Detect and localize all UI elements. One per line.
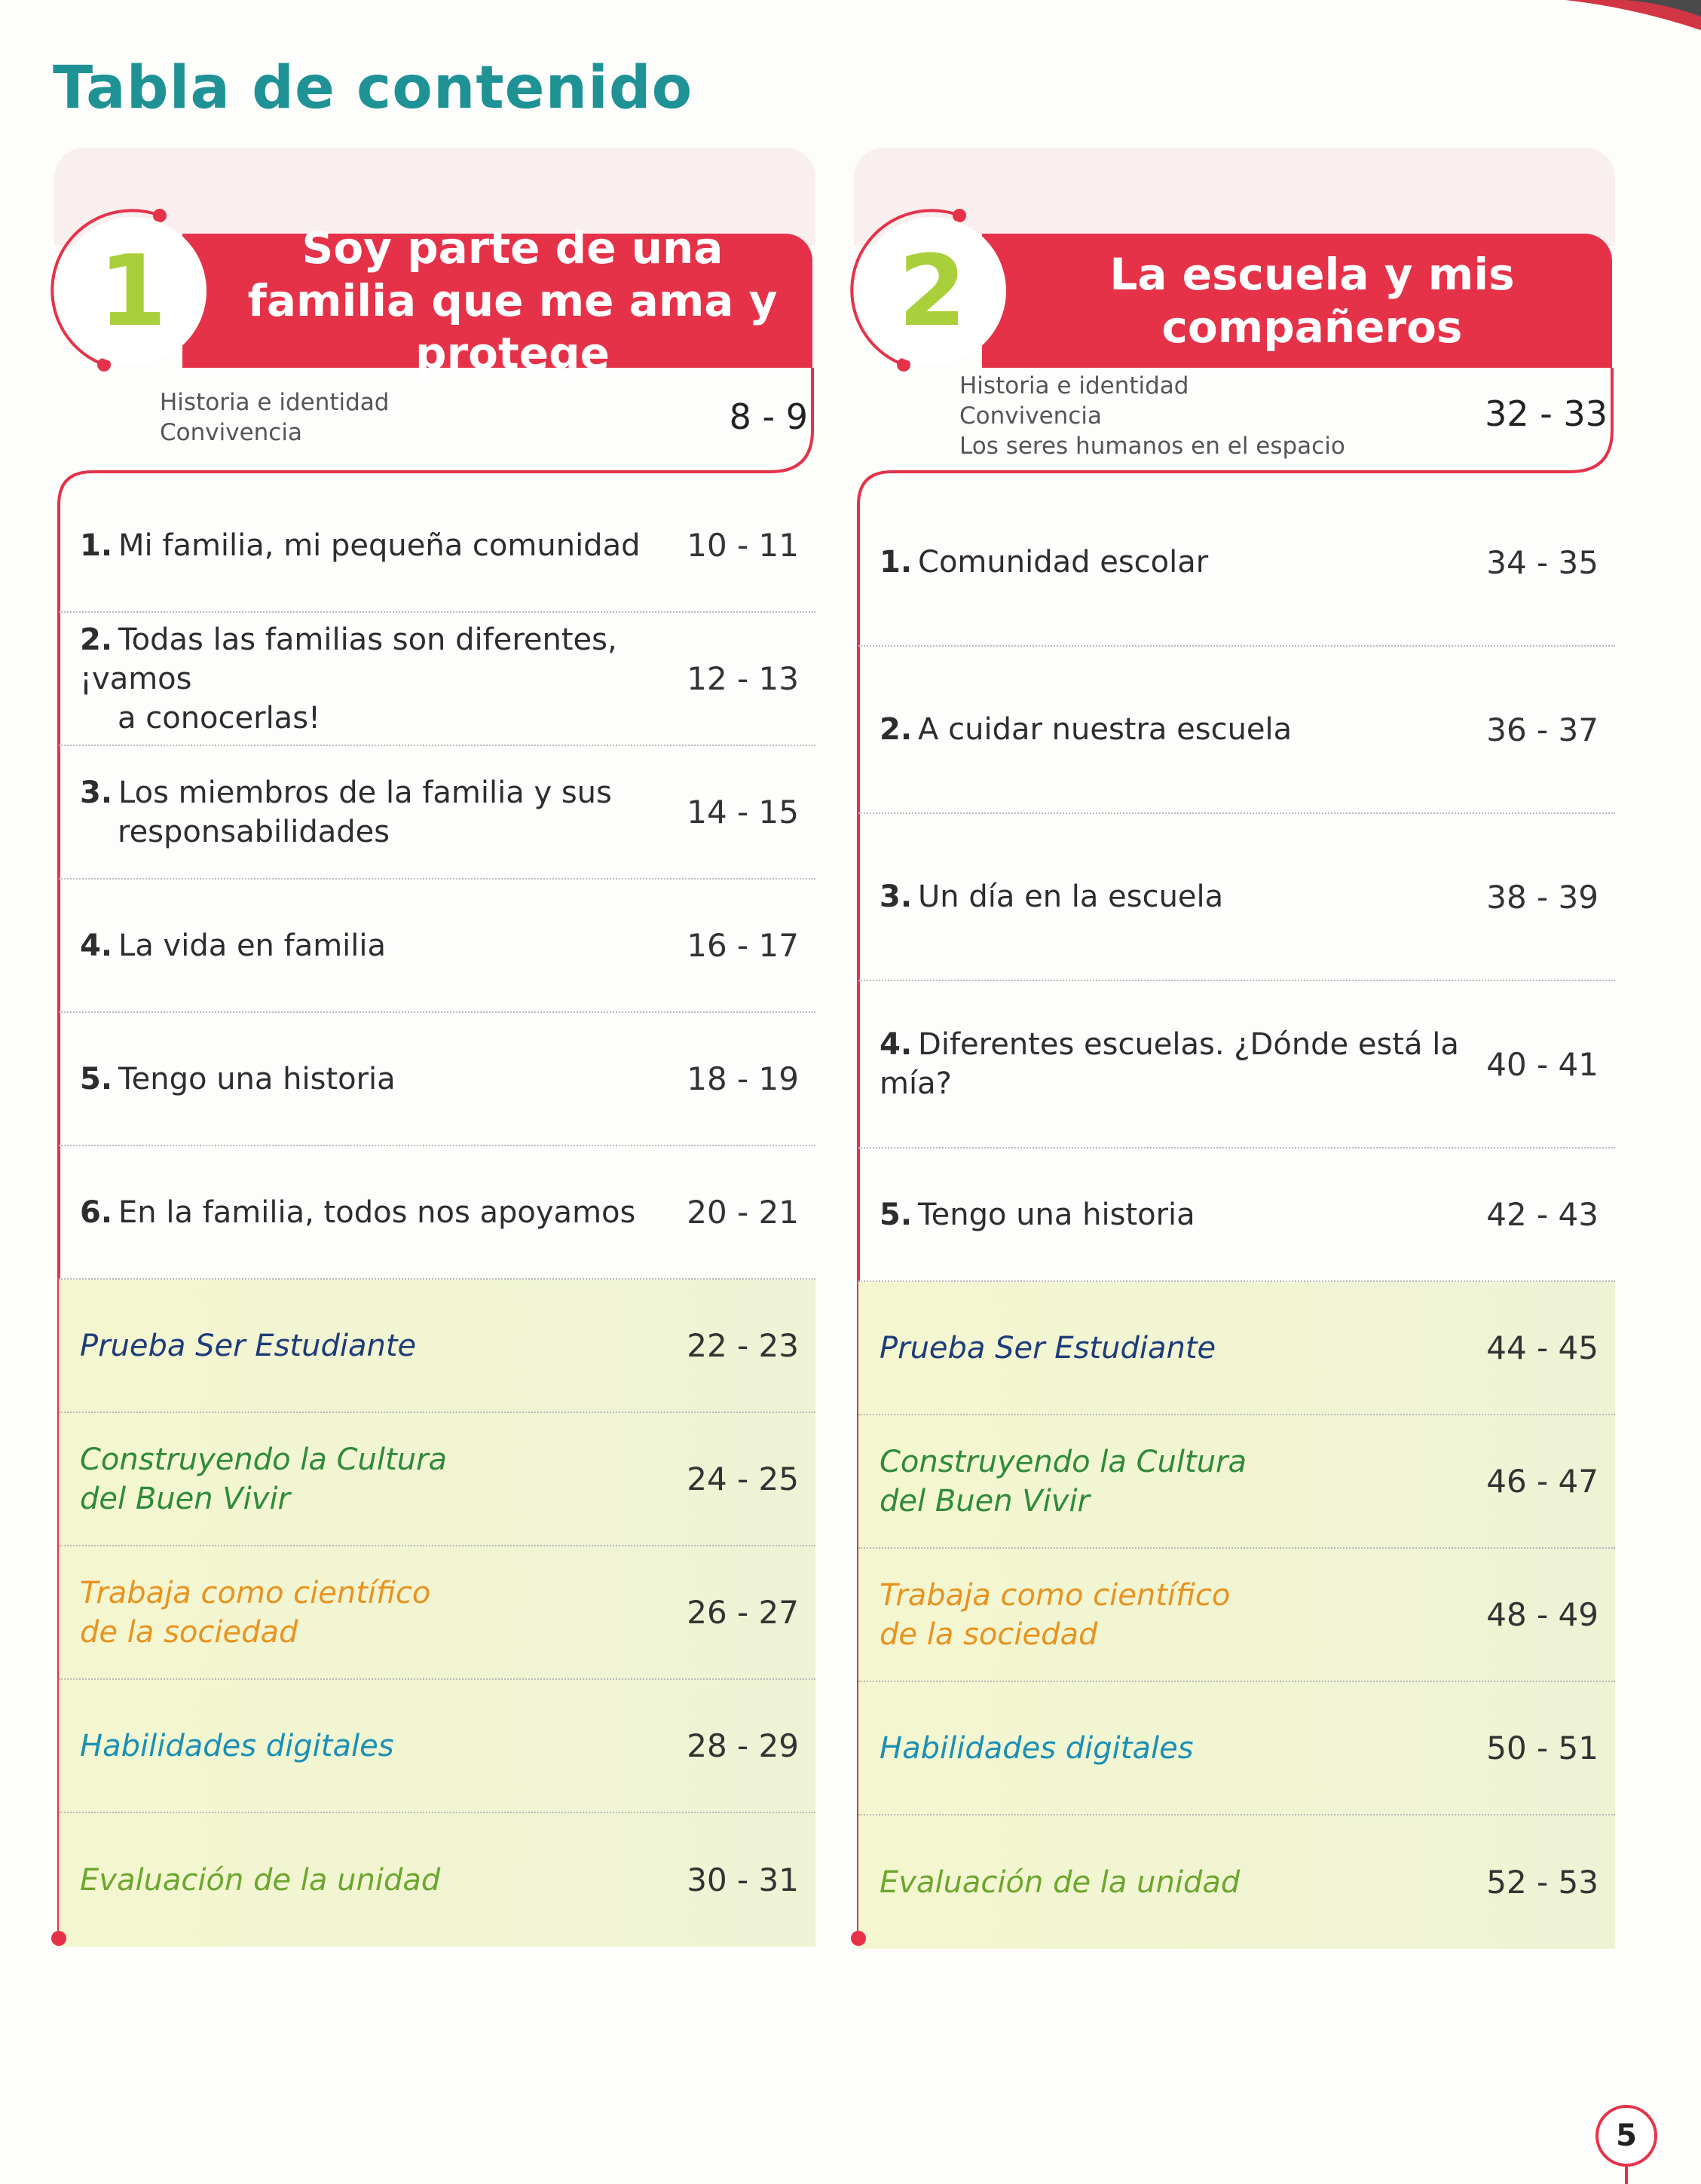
unit-1-column bbox=[54, 148, 823, 1956]
section-title-cont: de la sociedad bbox=[80, 1614, 298, 1650]
lesson-title: Tengo una historia bbox=[918, 1197, 1195, 1232]
section-row-prueba[interactable] bbox=[858, 1282, 1615, 1415]
section-title: Prueba Ser Estudiante bbox=[880, 1330, 1216, 1366]
lesson-pages: 14 - 15 bbox=[687, 794, 799, 830]
lesson-number: 3. bbox=[880, 879, 913, 914]
lesson-row[interactable] bbox=[858, 647, 1615, 814]
section-pages: 26 - 27 bbox=[687, 1594, 799, 1631]
lesson-number: 3. bbox=[80, 775, 113, 810]
lesson-row[interactable] bbox=[59, 479, 815, 613]
section-title: Trabaja como científico bbox=[80, 1575, 431, 1610]
sections-block bbox=[858, 1282, 1615, 1949]
lesson-number: 2. bbox=[80, 622, 113, 657]
section-pages: 46 - 47 bbox=[1486, 1463, 1599, 1500]
lesson-number: 5. bbox=[80, 1061, 113, 1097]
section-pages: 22 - 23 bbox=[687, 1327, 799, 1364]
section-title: Evaluación de la unidad bbox=[880, 1864, 1241, 1900]
lesson-number: 1. bbox=[880, 545, 913, 580]
section-pages: 50 - 51 bbox=[1486, 1730, 1599, 1766]
lesson-pages: 18 - 19 bbox=[687, 1060, 799, 1097]
lesson-row[interactable] bbox=[59, 1146, 815, 1280]
meta-line: Historia e identidad bbox=[160, 389, 390, 416]
section-title-cont: de la sociedad bbox=[880, 1617, 1098, 1652]
section-row-cultura[interactable] bbox=[59, 1413, 815, 1546]
lesson-pages: 12 - 13 bbox=[687, 660, 799, 697]
section-row-eval[interactable] bbox=[858, 1815, 1615, 1949]
contents-list bbox=[858, 479, 1615, 1949]
unit-number: 1 bbox=[98, 234, 167, 348]
section-title: Trabaja como científico bbox=[880, 1577, 1231, 1613]
section-row-prueba[interactable] bbox=[59, 1280, 815, 1413]
lesson-number: 1. bbox=[80, 528, 113, 563]
lesson-row[interactable] bbox=[59, 879, 815, 1013]
section-title: Evaluación de la unidad bbox=[80, 1862, 441, 1898]
lesson-title: Tengo una historia bbox=[118, 1061, 396, 1097]
unit-pages: 8 - 9 bbox=[729, 396, 808, 437]
section-row-digital[interactable] bbox=[59, 1680, 815, 1813]
section-title: Construyendo la Cultura bbox=[880, 1444, 1247, 1479]
section-row-trabaja[interactable] bbox=[59, 1546, 815, 1680]
section-pages: 30 - 31 bbox=[687, 1861, 799, 1898]
section-title-cont: del Buen Vivir bbox=[880, 1483, 1091, 1519]
section-pages: 24 - 25 bbox=[687, 1461, 799, 1497]
lesson-title: A cuidar nuestra escuela bbox=[918, 712, 1293, 747]
lesson-title: En la familia, todos nos apoyamos bbox=[118, 1194, 636, 1230]
page-number: 5 bbox=[1595, 2105, 1657, 2167]
section-pages: 48 - 49 bbox=[1486, 1596, 1599, 1633]
lesson-title: Un día en la escuela bbox=[918, 879, 1224, 914]
lesson-title-cont: a conocerlas! bbox=[118, 700, 321, 736]
meta-line: Convivencia bbox=[959, 402, 1102, 430]
section-title-cont: del Buen Vivir bbox=[80, 1481, 291, 1516]
lesson-pages: 42 - 43 bbox=[1486, 1196, 1599, 1233]
lesson-row[interactable] bbox=[59, 746, 815, 879]
lesson-row[interactable] bbox=[858, 479, 1615, 647]
unit-number: 2 bbox=[898, 234, 967, 348]
section-pages: 44 - 45 bbox=[1486, 1329, 1599, 1366]
lesson-title: Todas las familias son diferentes, ¡vamos bbox=[80, 622, 617, 696]
corner-decoration bbox=[1535, 0, 1701, 45]
lesson-title: Mi familia, mi pequeña comunidad bbox=[118, 528, 641, 563]
section-title: Construyendo la Cultura bbox=[80, 1442, 448, 1477]
lesson-number: 5. bbox=[880, 1197, 913, 1232]
page-number-tick bbox=[1625, 2165, 1628, 2184]
lesson-pages: 20 - 21 bbox=[687, 1194, 799, 1231]
unit-title: La escuela y mis compañeros bbox=[1109, 249, 1515, 353]
section-pages: 52 - 53 bbox=[1486, 1864, 1599, 1901]
lesson-pages: 16 - 17 bbox=[687, 927, 799, 964]
meta-line: Historia e identidad bbox=[959, 372, 1189, 399]
lesson-number: 4. bbox=[880, 1027, 913, 1062]
lesson-pages: 10 - 11 bbox=[687, 527, 799, 564]
lesson-row[interactable] bbox=[59, 1013, 815, 1146]
lesson-number: 2. bbox=[880, 712, 913, 747]
lesson-pages: 40 - 41 bbox=[1486, 1045, 1599, 1083]
section-row-digital[interactable] bbox=[858, 1682, 1615, 1815]
unit-number-badge bbox=[59, 217, 207, 365]
lesson-title: La vida en familia bbox=[118, 928, 387, 963]
lesson-title: Los miembros de la familia y sus bbox=[118, 775, 612, 810]
meta-line: Los seres humanos en el espacio bbox=[959, 433, 1345, 460]
section-title: Prueba Ser Estudiante bbox=[80, 1328, 417, 1363]
lesson-number: 4. bbox=[80, 928, 113, 963]
lesson-number: 6. bbox=[80, 1194, 113, 1230]
sections-block bbox=[59, 1280, 815, 1947]
page-title: Tabla de contenido bbox=[53, 54, 693, 122]
unit-title: Soy parte de una familia que me ama y protege bbox=[247, 222, 778, 379]
lesson-row[interactable] bbox=[858, 814, 1615, 981]
lesson-row[interactable] bbox=[858, 981, 1615, 1149]
section-pages: 28 - 29 bbox=[687, 1727, 799, 1764]
section-title: Habilidades digitales bbox=[880, 1730, 1194, 1766]
section-row-trabaja[interactable] bbox=[858, 1549, 1615, 1682]
meta-line: Convivencia bbox=[160, 419, 302, 446]
lesson-row[interactable] bbox=[858, 1149, 1615, 1282]
lesson-pages: 38 - 39 bbox=[1486, 878, 1599, 916]
section-title: Habilidades digitales bbox=[80, 1728, 394, 1763]
unit-meta bbox=[959, 371, 1345, 461]
lesson-pages: 36 - 37 bbox=[1486, 711, 1599, 748]
frame-end-dot bbox=[851, 1931, 866, 1946]
unit-pages: 32 - 33 bbox=[1485, 393, 1608, 434]
contents-list bbox=[59, 479, 815, 1947]
lesson-pages: 34 - 35 bbox=[1486, 543, 1599, 581]
lesson-title-cont: responsabilidades bbox=[118, 814, 390, 849]
lesson-title: Comunidad escolar bbox=[918, 545, 1209, 580]
unit-number-badge bbox=[858, 217, 1006, 365]
unit-meta bbox=[160, 387, 389, 448]
section-row-eval[interactable] bbox=[59, 1813, 815, 1947]
frame-end-dot bbox=[51, 1931, 66, 1946]
section-row-cultura[interactable] bbox=[858, 1415, 1615, 1549]
unit-2-column bbox=[854, 148, 1623, 1956]
lesson-title: Diferentes escuelas. ¿Dónde está la mía? bbox=[880, 1027, 1459, 1101]
lesson-row[interactable] bbox=[59, 613, 815, 746]
